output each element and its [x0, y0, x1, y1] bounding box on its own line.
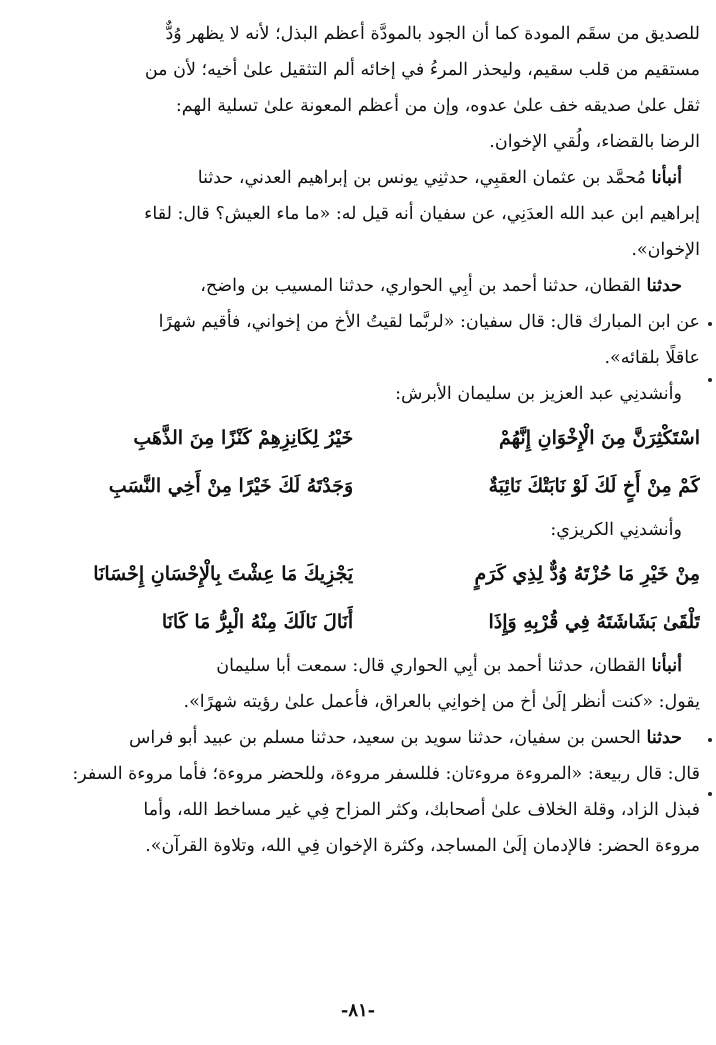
text-line: ثقل علىٰ صديقه خف علىٰ عدوه، وإن من أعظم المعونة علىٰ تسلية الهم:: [175, 96, 700, 116]
verse-second-hemistich: وَجَدْتَهُ لَكَ خَيْرًا مِنْ أَخِي النَّسَبِ: [108, 475, 354, 497]
narration-text: القطان، حدثنا أحمد بن أبِي الحواري قال: سمعت أبا سليمان: [216, 656, 652, 676]
poem-verse: [20, 416, 700, 460]
narration-lead: أنبأنا: [651, 168, 682, 188]
poem-verse: [20, 600, 700, 644]
margin-mark: [708, 738, 712, 742]
paragraph-first-line: [20, 720, 700, 756]
text-line: إبراهيم ابن عبد الله العدَنِي، عن سفيان أنه قيل له: «ما ماء العيش؟ قال: لقاء: [144, 204, 700, 224]
text-line: عن ابن المبارك قال: قال سفيان: «لربَّما لقيتُ الأخ من إخواني، فأقيم شهرًا: [158, 312, 700, 332]
narration-lead: أنبأنا: [651, 656, 682, 676]
text-line: فبذل الزاد، وقلة الخلاف علىٰ أصحابك، وكثر المزاح فِي غير مساخط الله، وأما: [143, 800, 700, 820]
paragraph-first-line: [20, 160, 700, 196]
margin-mark: [708, 378, 712, 382]
text-line: مروءة الحضر: فالإدمان إلَىٰ المساجد، وكثرة الإخوان فِي الله، وتلاوة القرآن».: [145, 836, 700, 856]
page-text-block: [20, 16, 700, 864]
margin-mark: [708, 792, 712, 796]
page-number: -٨١-: [340, 1000, 376, 1021]
poem-verse: [20, 464, 700, 508]
verse-first-hemistich: تَلْقَىٰ بَشَاشَتَهُ فِي قُرْبِهِ وَإِذَا: [488, 611, 700, 633]
poem-intro: وأنشدنِي عبد العزيز بن سليمان الأبرش:: [395, 384, 682, 404]
text-line: مستقيم من قلب سقيم، وليحذر المرءُ في إخائه ألم التثقيل علىٰ أخيه؛ لأن من: [144, 60, 700, 80]
narration-text: مُحمَّد بن عثمان العقبِي، حدثنِي يونس بن إبراهيم العدني، حدثنا: [197, 168, 652, 188]
narration-text: القطان، حدثنا أحمد بن أبِي الحواري، حدثنا المسيب بن واضح،: [200, 276, 647, 296]
poem-intro: وأنشدنِي الكريزي:: [550, 520, 682, 540]
poem-verse: [20, 552, 700, 596]
text-line: الرضا بالقضاء، ولُقي الإخوان.: [489, 132, 700, 152]
paragraph-first-line: [20, 648, 700, 684]
text-line: يقول: «كنت أنظر إلَىٰ أخ من إخوانِي بالعراق، فأعمل علىٰ رؤيته شهرًا».: [183, 692, 700, 712]
text-line: عاقلًا بلقائه».: [604, 348, 700, 368]
verse-second-hemistich: أَنَالَ نَالَكَ مِنْهُ الْبِرُّ مَا كَانَا: [161, 611, 354, 633]
paragraph-first-line: [20, 268, 700, 304]
verse-first-hemistich: كَمْ مِنْ أَخٍ لَكَ لَوْ نَابَتْكَ نَائِبَةٌ: [488, 475, 700, 497]
text-line: للصديق من سقَم المودة كما أن الجود بالمودَّة أعظم البذل؛ لأنه لا يظهر وُدٌّ: [165, 24, 700, 44]
text-line: قال: قال ربيعة: «المروءة مروءتان: فللسفر مروءة، وللحضر مروءة؛ فأما مروءة السفر:: [72, 764, 700, 784]
verse-second-hemistich: يَجْزِيكَ مَا عِشْتَ بِالْإِحْسَانِ إِحْسَانَا: [93, 563, 354, 585]
verse-first-hemistich: مِنْ خَيْرِ مَا حُزْتَهُ وُدٌّ لِذِي كَرَمٍ: [474, 563, 700, 585]
narration-text: الحسن بن سفيان، حدثنا سويد بن سعيد، حدثنا مسلم بن عبيد أبو فراس: [128, 728, 647, 748]
margin-mark: [708, 322, 712, 326]
verse-second-hemistich: خَيْرُ لِكَانِزِهِمْ كَنْزًا مِنَ الذَّهَبِ: [133, 427, 354, 449]
narration-lead: حدثنا: [646, 728, 682, 748]
text-line: الإخوان».: [631, 240, 700, 260]
verse-first-hemistich: اسْتَكْثِرَنَّ مِنَ الْإِخْوَانِ إِنَّهُمْ: [499, 427, 700, 449]
narration-lead: حدثنا: [646, 276, 682, 296]
